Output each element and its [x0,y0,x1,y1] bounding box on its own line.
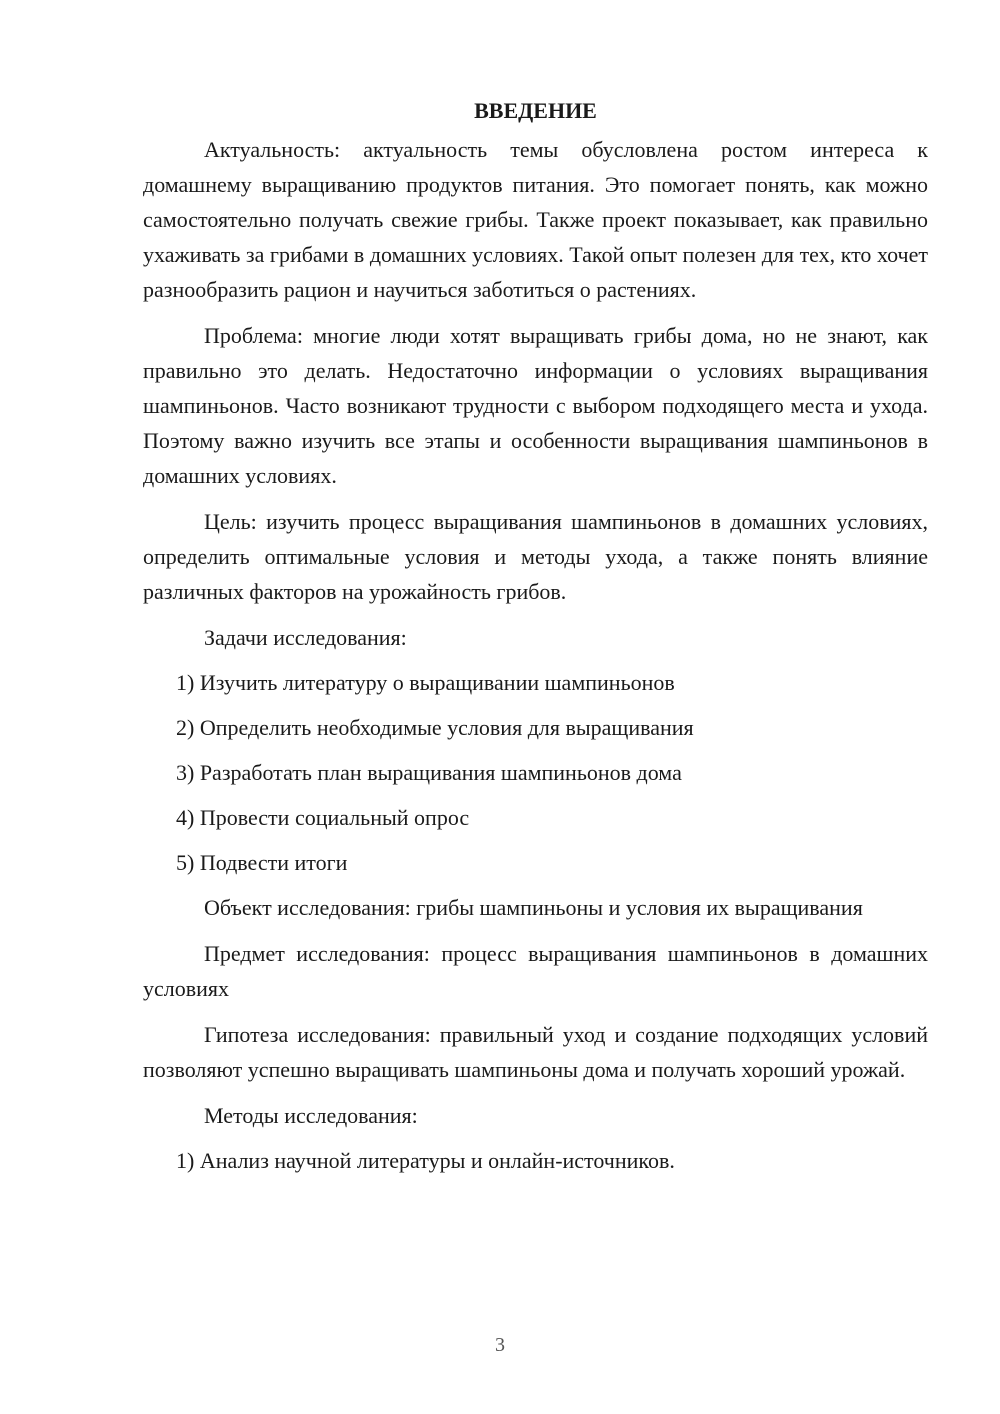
object-paragraph: Объект исследования: грибы шампиньоны и условия их выращивания [204,895,863,920]
methods-list [143,1143,928,1178]
methods-heading: Методы исследования: [204,1103,418,1128]
subject-paragraph: Предмет исследования: процесс выращивания шампиньонов в домашних условиях [143,941,928,1001]
problem-paragraph: Проблема: многие люди хотят выращивать грибы дома, но не знают, как правильно это делать. Недостаточно информации о условиях выращивания шампиньонов. Часто возникают трудности с выбором подходящего места и ухода. Поэтому важно изучить все этапы и особенности выращивания шампиньонов в домашних условиях. [143,323,928,488]
hypothesis-paragraph: Гипотеза исследования: правильный уход и создание подходящих условий позволяют успешно выращивать шампиньоны дома и получать хороший урожай. [143,1022,928,1082]
tasks-heading: Задачи исследования: [204,625,407,650]
tasks-list [143,665,928,880]
task-item: 4) Провести социальный опрос [176,805,470,830]
actuality-paragraph: Актуальность: актуальность темы обусловлена ростом интереса к домашнему выращиванию продуктов питания. Это помогает понять, как можно самостоятельно получать свежие грибы. Также проект показывает, как правильно ухаживать за грибами в домашних условиях. Такой опыт полезен для тех, кто хочет разнообразить рацион и научиться заботиться о растениях. [143,137,928,302]
section-title: ВВЕДЕНИЕ [474,98,597,123]
task-item: 3) Разработать план выращивания шампиньонов дома [176,760,682,785]
task-item: 2) Определить необходимые условия для выращивания [176,715,694,740]
page-content [143,94,928,1188]
goal-paragraph: Цель: изучить процесс выращивания шампиньонов в домашних условиях, определить оптимальные условия и методы ухода, а также понять влияние различных факторов на урожайность грибов. [143,509,928,604]
task-item: 1) Изучить литературу о выращивании шампиньонов [176,670,675,695]
task-item: 5) Подвести итоги [176,850,348,875]
page-number: 3 [495,1334,505,1356]
method-item: 1) Анализ научной литературы и онлайн-источников. [176,1148,675,1173]
